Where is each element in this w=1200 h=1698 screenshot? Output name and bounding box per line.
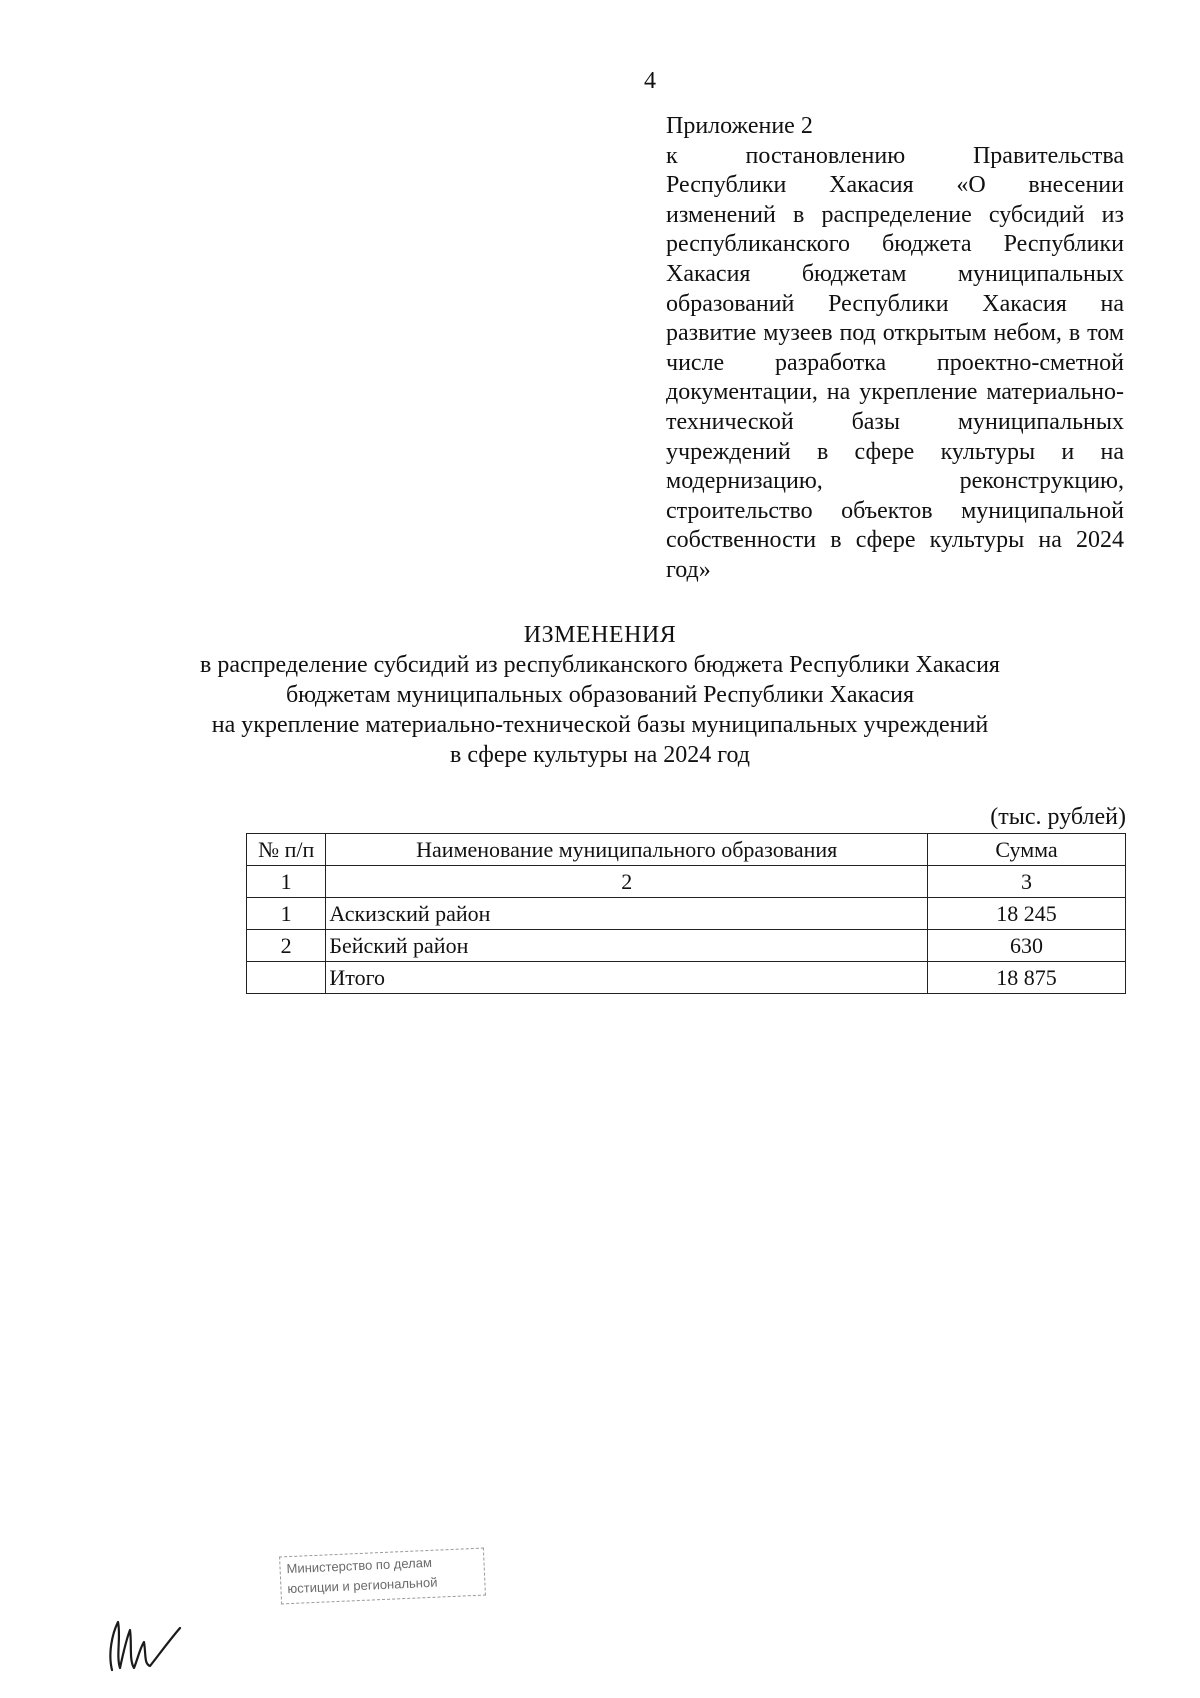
appendix-text: к постановлению Правительства Республики Хакасия «О внесении изменений в распределение субсидий из республиканского бюджета Республики Хакасия бюджетам муниципальных образований Республики Хакасия на развитие музеев под открытым небом, в том числе разработка проектно-сметной документации, на укрепление материально-технической базы муниципальных учреждений в сфере культуры и на модернизацию, реконструкцию, строительство объектов муниципальной собственности в сфере культуры на 2024 год» bbox=[666, 142, 1124, 583]
signature-mark bbox=[104, 1604, 184, 1674]
index-cell: 3 bbox=[928, 866, 1126, 898]
header-sum: Сумма bbox=[928, 834, 1126, 866]
row-sum: 630 bbox=[928, 930, 1126, 962]
heading-line: в сфере культуры на 2024 год bbox=[450, 742, 750, 768]
row-municipality: Итого bbox=[326, 962, 928, 994]
heading-line: на укрепление материально-технической базы муниципальных учреждений bbox=[211, 712, 989, 738]
row-number: 1 bbox=[247, 898, 326, 930]
table-total-row bbox=[247, 962, 1126, 994]
row-sum: 18 245 bbox=[928, 898, 1126, 930]
row-municipality: Бейский район bbox=[326, 930, 928, 962]
table-row bbox=[247, 898, 1126, 930]
table-row bbox=[247, 930, 1126, 962]
row-number: 2 bbox=[247, 930, 326, 962]
subsidy-table bbox=[246, 833, 1126, 994]
table-index-row bbox=[247, 866, 1126, 898]
header-municipality: Наименование муниципального образования bbox=[326, 834, 928, 866]
units-label: (тыс. рублей) bbox=[990, 804, 1126, 830]
index-cell: 1 bbox=[247, 866, 326, 898]
document-title: ИЗМЕНЕНИЯ bbox=[523, 622, 677, 648]
heading-line: в распределение субсидий из республиканского бюджета Республики Хакасия bbox=[200, 652, 1000, 678]
registration-stamp bbox=[279, 1548, 486, 1605]
appendix-title: Приложение 2 bbox=[666, 113, 813, 139]
heading-line: бюджетам муниципальных образований Республики Хакасия bbox=[285, 682, 915, 708]
header-number: № п/п bbox=[247, 834, 326, 866]
page-number: 4 bbox=[644, 68, 656, 94]
row-sum: 18 875 bbox=[928, 962, 1126, 994]
table-header-row bbox=[247, 834, 1126, 866]
row-number bbox=[247, 962, 326, 994]
row-municipality: Аскизский район bbox=[326, 898, 928, 930]
appendix-block bbox=[666, 112, 1124, 586]
stamp-line: Министерство по делам bbox=[286, 1554, 433, 1577]
stamp-line: юстиции и региональной bbox=[287, 1574, 438, 1597]
document-heading bbox=[150, 620, 1050, 770]
index-cell: 2 bbox=[326, 866, 928, 898]
